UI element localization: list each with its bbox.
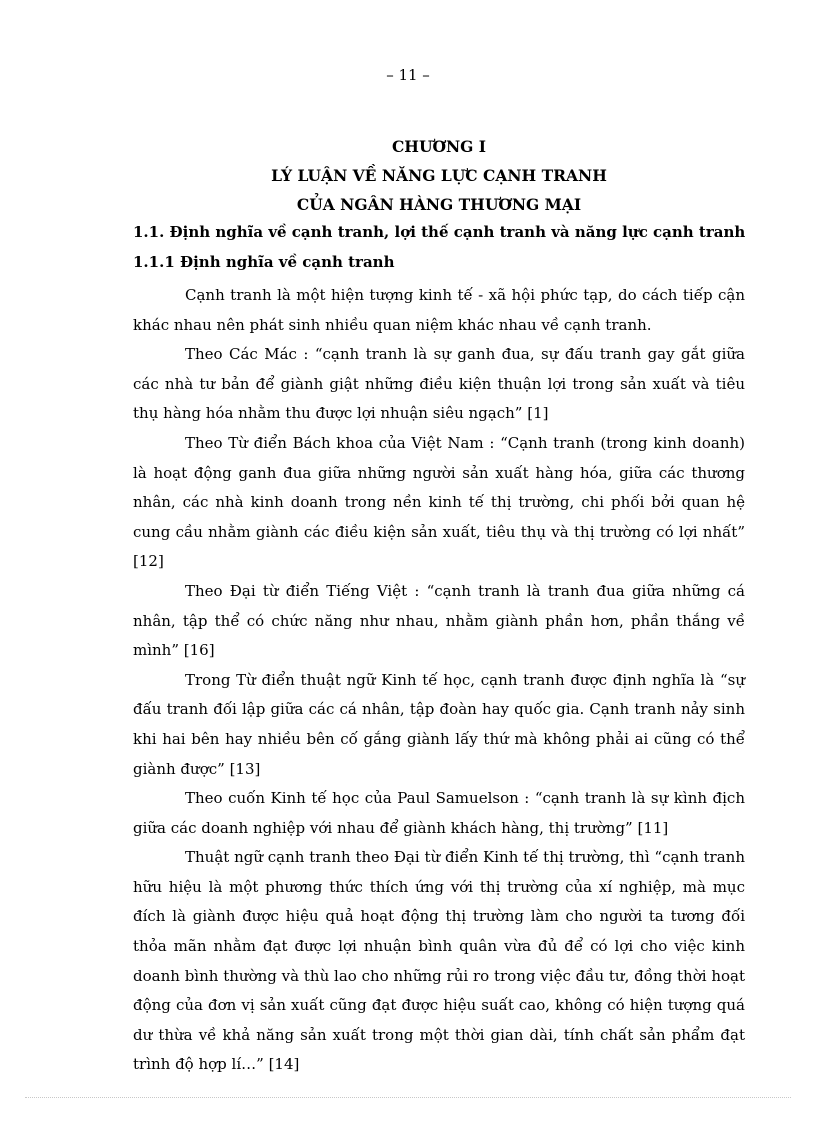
paragraph: Cạnh tranh là một hiện tượng kinh tế - xã hội phức tạp, do cách tiếp cận khác nhau nên phát sinh nhiều quan niệm khác nhau về cạnh tranh. [133, 286, 745, 334]
paragraph: Theo Các Mác : “cạnh tranh là sự ganh đua, sự đấu tranh gay gắt giữa các nhà tư bản để giành giật những điều kiện thuận lợi trong sản xuất và tiêu thụ hàng hóa nhằm thu được lợi nhuận siêu ngạch” [1] [133, 345, 745, 423]
section-heading-1-1: 1.1. Định nghĩa về cạnh tranh, lợi thế cạnh tranh và năng lực cạnh tranh [133, 223, 746, 241]
chapter-title-line-1: LÝ LUẬN VỀ NĂNG LỰC CẠNH TRANH [271, 166, 607, 185]
paragraph: Theo Đại từ điển Tiếng Việt : “cạnh tranh là tranh đua giữa những cá nhân, tập thể có chức năng như nhau, nhằm giành phần hơn, phần thắng về mình” [16] [133, 581, 745, 660]
chapter-title-line-2: CỦA NGÂN HÀNG THƯƠNG MẠI [296, 195, 582, 214]
footer-divider [25, 1097, 791, 1098]
paragraph: Theo Từ điển Bách khoa của Việt Nam : “Cạnh tranh (trong kinh doanh) là hoạt động ganh đua giữa những người sản xuất hàng hóa, giữa các thương nhân, các nhà kinh doanh trong nền kinh tế thị trường, chi phối bởi quan hệ cung cầu nhằm giành các điều kiện sản xuất, tiêu thụ và thị trường có lợi nhất” [12] [133, 433, 745, 571]
chapter-label: CHƯƠNG I [391, 137, 487, 156]
chapter-heading [133, 132, 745, 219]
paragraph: Trong Từ điển thuật ngữ Kinh tế học, cạnh tranh được định nghĩa là “sự đấu tranh đối lập giữa các cá nhân, tập đoàn hay quốc gia. Cạnh tranh nảy sinh khi hai bên hay nhiều bên cố gắng giành lấy thứ mà không phải ai cũng có thể giành được” [13] [133, 670, 745, 778]
section-heading-1-1-1: 1.1.1 Định nghĩa về cạnh tranh [133, 253, 395, 271]
paragraph: Thuật ngữ cạnh tranh theo Đại từ điển Kinh tế thị trường, thì “cạnh tranh hữu hiệu là một phương thức thích ứng với thị trường của xí nghiệp, mà mục đích là giành được hiệu quả hoạt động thị trường làm cho người ta tương đối thỏa mãn nhằm đạt được lợi nhuận bình quân vừa đủ để có lợi cho việc kinh doanh bình thường và thù lao cho những rủi ro trong việc đầu tư, đồng thời hoạt động của đơn vị sản xuất cũng đạt được hiệu suất cao, không có hiện tượng quá dư thừa về khả năng sản xuất trong một thời gian dài, tính chất sản phẩm đạt trình độ hợp lí…” [14] [133, 848, 745, 1074]
paragraph: Theo cuốn Kinh tế học của Paul Samuelson : “cạnh tranh là sự kình địch giữa các doanh nghiệp với nhau để giành khách hàng, thị trường” [11] [133, 789, 745, 837]
body-text [133, 281, 745, 1080]
page-number: – 11 – [386, 66, 430, 84]
